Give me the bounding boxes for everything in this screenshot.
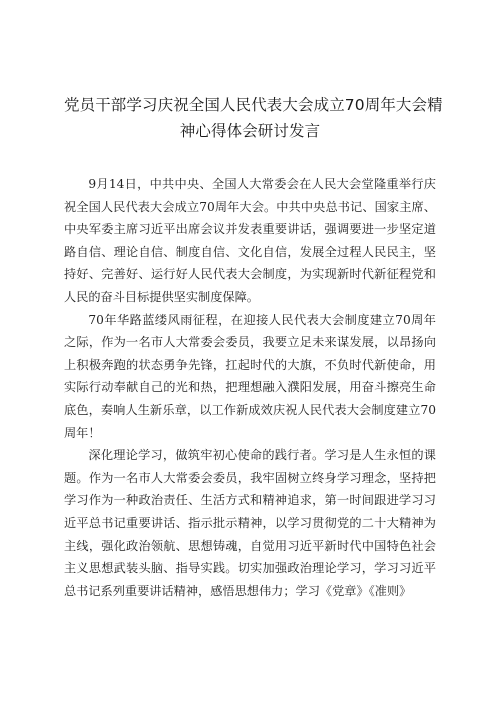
title-line-1: 党员干部学习庆祝全国人民代表大会成立70周年大会精 [64,96,443,114]
title-line-2: 神心得体会研讨发言 [179,122,321,140]
paragraph-3: 深化理论学习，做筑牢初心使命的践行者。学习是人生永恒的课题。作为一名市人大常委会委员，我牢固树立终身学习理念，坚持把学习作为一种政治责任、生活方式和精神追求，第一时间跟进学习习近平总书记重要讲话、指示批示精神，以学习贯彻党的二十大精神为主线，强化政治领航、思想铸魂，自觉用习近平新时代中国特色社会主义思想武装头脑、指导实践。切实加强政治理论学习，学习习近平总书记系列重要讲话精神，感悟思想伟力；学习《党章》《准则》 [64,448,436,598]
document-title [64,92,443,144]
paragraph-1: 9月14日，中共中央、全国人大常委会在人民大会堂隆重举行庆祝全国人民代表大会成立70周年大会。中共中央总书记、国家主席、中央军委主席习近平出席会议并发表重要讲话，强调要进一步坚定道路自信、理论自信、制度自信、文化自信，发展全过程人民民主，坚持好、完善好、运行好人民代表大会制度，为实现新时代新征程党和人民的奋斗目标提供坚实制度保障。 [64,177,436,304]
document-body [64,173,436,602]
paragraph-2: 70年华路蓝缕风雨征程，在迎接人民代表大会制度建立70周年之际，作为一名市人大常委会委员，我要立足未来谋发展，以昂扬向上积极奔跑的状态勇争先锋，扛起时代的大旗，不负时代新使命，用实际行动奉献自己的光和热，把理想融入濮阳发展，用奋斗擦亮生命底色，奏响人生新乐章，以工作新成效庆祝人民代表大会制度建立70周年！ [64,312,436,440]
